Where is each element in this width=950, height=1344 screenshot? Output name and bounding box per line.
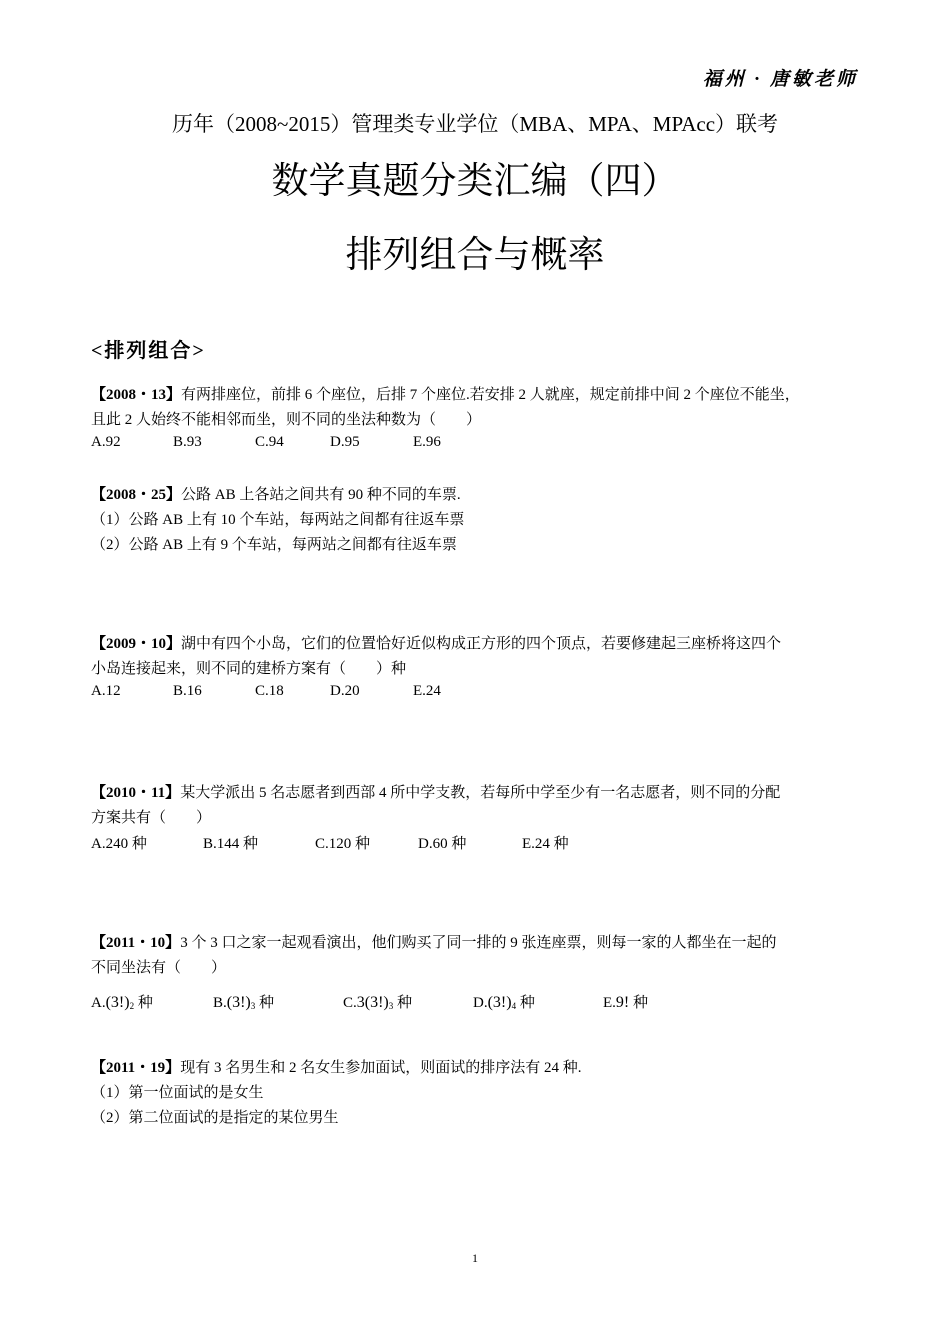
option-c: $C.3(3!)^3$ 种 [343,994,413,1011]
document-title: 数学真题分类汇编（四） [271,161,679,202]
option-a: A.240 种 [91,836,147,852]
option-c: C.94 [255,434,284,450]
question-2008-25-line1: 【2008・25】公路 AB 上各站之间共有 90 种不同的车票. [91,487,461,503]
question-2010-11-line1: 【2010・11】某大学派出 5 名志愿者到西部 4 所中学支教，若每所中学至少有一名志愿者，则不同的分配 [91,785,781,801]
question-2008-13-line2: 且此 2 人始终不能相邻而坐，则不同的坐法种数为（ ） [91,412,482,428]
option-c: C.120 种 [315,836,371,852]
question-2008-25-condition2: （2）公路 AB 上有 9 个车站，每两站之间都有往返车票 [91,537,457,553]
question-2011-19-line1: 【2011・19】现有 3 名男生和 2 名女生参加面试，则面试的排序法有 24 种. [91,1060,582,1076]
option-e: E.24 种 [522,836,569,852]
option-a: A.92 [91,434,121,450]
question-2009-10-line2: 小岛连接起来，则不同的建桥方案有（ ）种 [91,661,407,677]
document-subtitle: 历年（2008~2015）管理类专业学位（MBA、MPA、MPAcc）联考 [171,112,779,136]
question-2011-10-line2: 不同坐法有（ ） [91,960,227,976]
question-2011-10-line1: 【2011・10】3 个 3 口之家一起观看演出，他们购买了同一排的 9 张连座票，则每一家的人都坐在一起的 [91,935,777,951]
option-e: E.24 [413,683,441,699]
option-b: B.16 [173,683,202,699]
page-number: 1 [472,1251,478,1265]
option-d: D.95 [330,434,360,450]
question-2011-19-condition1: （1）第一位面试的是女生 [91,1085,264,1101]
option-b: B.93 [173,434,202,450]
option-a: A.12 [91,683,121,699]
option-d: $D.(3!)^4$ 种 [473,994,535,1011]
question-2010-11-line2: 方案共有（ ） [91,810,212,826]
question-2008-13-line1: 【2008・13】有两排座位，前排 6 个座位，后排 7 个座位.若安排 2 人就座，规定前排中间 2 个座位不能坐， [91,387,800,403]
option-d: D.20 [330,683,360,699]
option-c: C.18 [255,683,284,699]
option-b: $B.(3!)^3$ 种 [213,994,275,1011]
option-d: D.60 种 [418,836,467,852]
option-b: B.144 种 [203,836,259,852]
document-topic-title: 排列组合与概率 [345,235,605,276]
question-2008-25-condition1: （1）公路 AB 上有 10 个车站，每两站之间都有往返车票 [91,512,465,528]
option-e: E.96 [413,434,441,450]
question-2009-10-line1: 【2009・10】湖中有四个小岛，它们的位置恰好近似构成正方形的四个顶点，若要修建起三座桥将这四个 [91,636,782,652]
section-heading: <排列组合> [91,340,206,362]
option-e: E.9! 种 [603,994,649,1011]
author-label: 福州 · 唐敏老师 [702,69,858,90]
option-a: $A.(3!)^2$ 种 [91,994,153,1011]
question-2011-19-condition2: （2）第二位面试的是指定的某位男生 [91,1110,339,1126]
